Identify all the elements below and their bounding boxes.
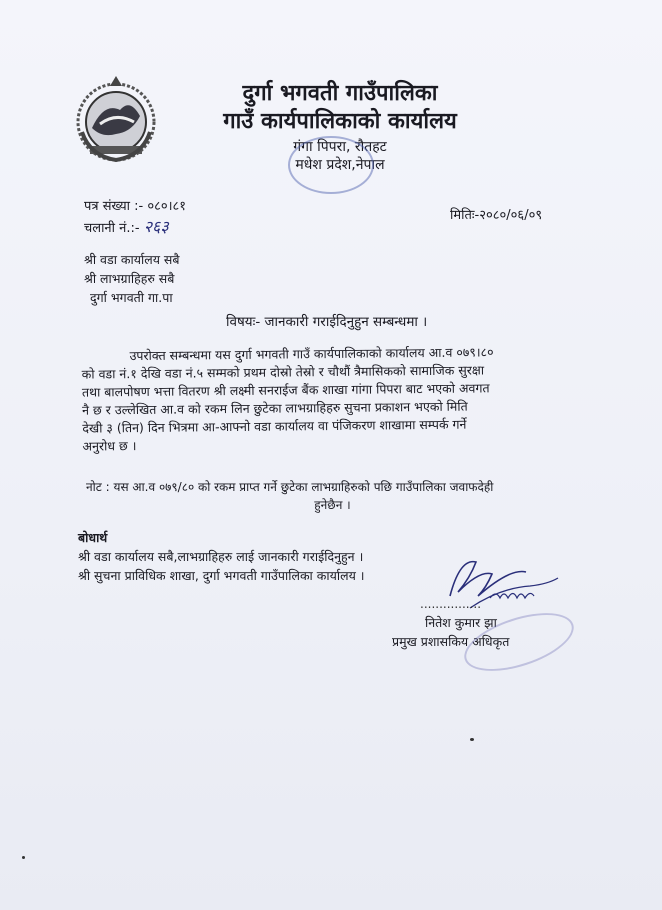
signature-line: ................ [420, 597, 482, 611]
body-line: उपरोक्त सम्बन्धमा यस दुर्गा भगवती गाउँ कार्यपालिकाको कार्यालय आ.व ०७९।८० [129, 344, 494, 364]
signatory-name: नितेश कुमार झा [425, 615, 497, 630]
date-label: मितिः- [450, 208, 480, 223]
cc-block [78, 528, 365, 585]
patra-value: ०८०।८१ [147, 199, 187, 214]
letter-date [450, 205, 542, 223]
letter-body [81, 342, 582, 455]
address-line: श्री लाभग्राहिहरु सबै [84, 271, 175, 286]
note-line: हुनेछैन । [314, 498, 351, 512]
recipient-address [84, 250, 180, 307]
patra-label: पत्र संख्या :- [84, 199, 144, 214]
body-line: तथा बालपोषण भत्ता वितरण श्री लक्ष्मी सनराईज बैंक शाखा गांगा पिपरा बाट भएको अवगत [81, 380, 490, 400]
body-line: देखी ३ (तिन) दिन भित्रमा आ-आफ्नो वडा कार्यालय वा पंजिकरण शाखामा सम्पर्क गर्ने [82, 416, 467, 436]
chalani-label: चलानी नं.:- [84, 221, 140, 236]
body-line: को वडा नं.१ देखि वडा नं.५ सम्मको प्रथम दोस्रो तेस्रो र चौथौं त्रैमासिकको सामाजिक सुरक्षा [81, 362, 485, 382]
office-name: गाउँ कार्यपालिकाको कार्यालय [223, 109, 457, 134]
date-value: २०८०/०६/०९ [479, 208, 543, 223]
cc-heading: बोधार्थ [78, 530, 108, 545]
reference-block [84, 197, 186, 239]
office-location: गंगा पिपरा, रौतहट [293, 139, 387, 155]
municipality-name: दुर्गा भगवती गाउँपालिका [242, 81, 438, 106]
address-line: श्री वडा कार्यालय सबै [84, 252, 180, 267]
body-line: नै छ र उल्लेखित आ.व को रकम लिन छुटेका लाभग्राहिहरु सुचना प्रकाशन भएको मिति [82, 398, 468, 418]
note-line: नोट : यस आ.व ०७९/८० को रकम प्राप्त गर्ने छुटेका लाभग्राहिरुको पछि गाउँपालिका जवाफदेही [86, 480, 494, 494]
chalani-number [84, 217, 186, 239]
ink-speck [22, 856, 25, 859]
nepal-emblem-icon [70, 72, 162, 164]
body-line: अनुरोध छ । [82, 438, 137, 454]
ink-speck [470, 738, 474, 741]
note-block [80, 478, 585, 514]
cc-item: श्री सुचना प्राविधिक शाखा, दुर्गा भगवती गाउँपालिका कार्यालय । [78, 568, 365, 583]
subject-line: विषयः- जानकारी गराईदिनुहुन सम्बन्धमा । [226, 314, 428, 330]
address-line: दुर्गा भगवती गा.पा [90, 290, 173, 305]
patra-sankhya [84, 197, 186, 217]
chalani-value: २६३ [143, 217, 169, 236]
office-stamp [288, 136, 374, 194]
cc-item: श्री वडा कार्यालय सबै,लाभग्राहिहरु लाई जानकारी गराईदिनुहुन । [78, 549, 364, 564]
office-province: मधेश प्रदेश,नेपाल [295, 157, 385, 173]
signatory-title: प्रमुख प्रशासकिय अधिकृत [392, 634, 510, 649]
